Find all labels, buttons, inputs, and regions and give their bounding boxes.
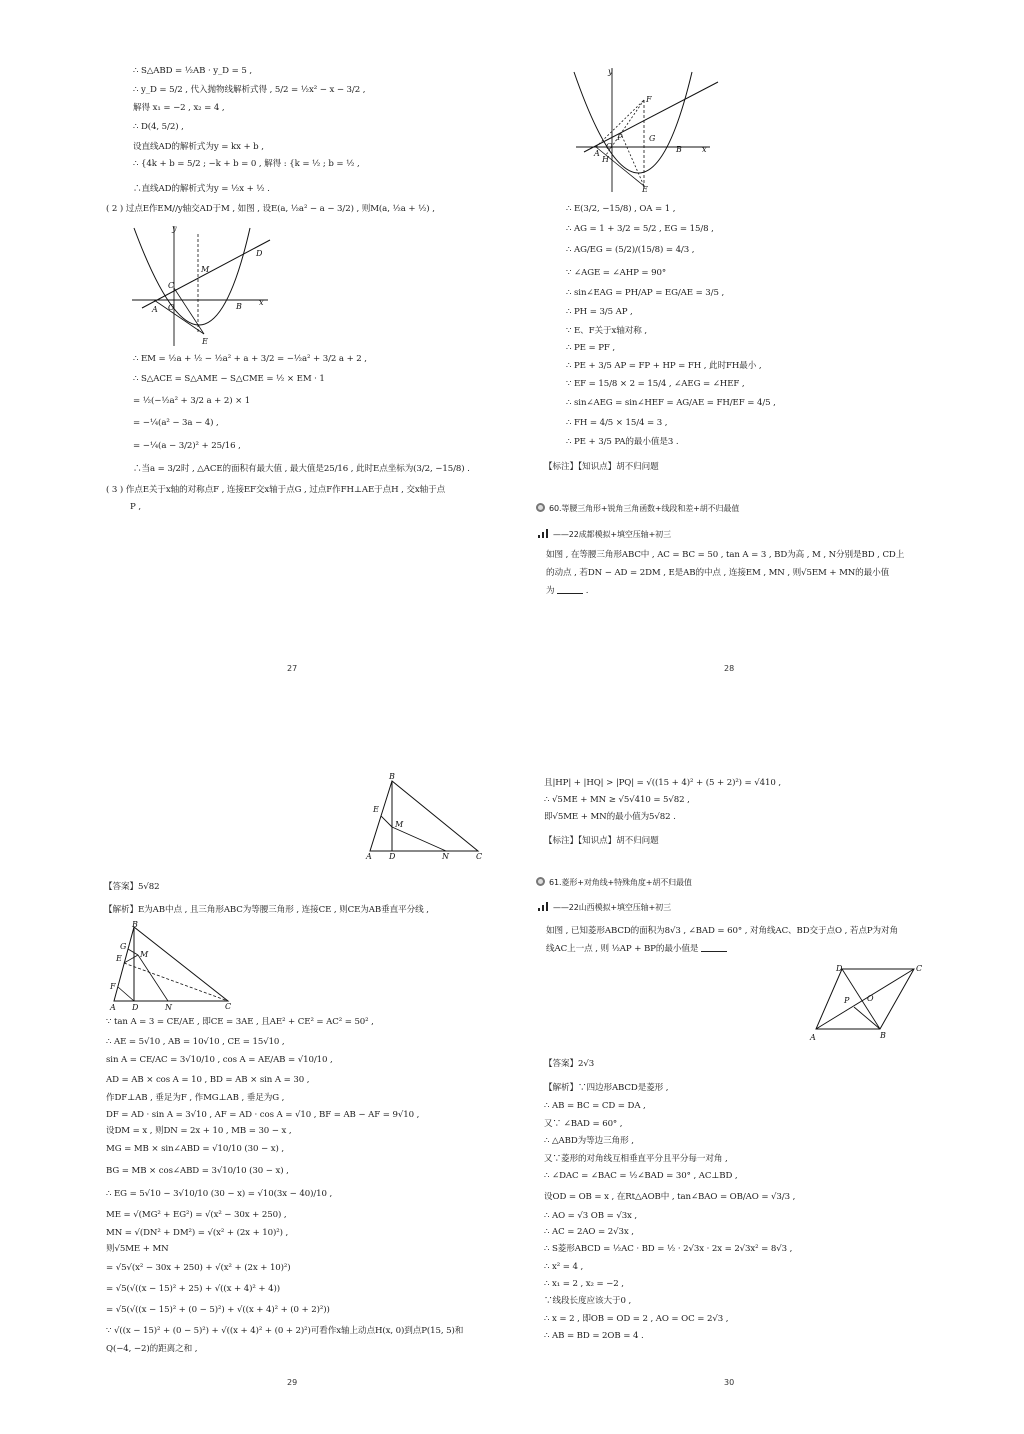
- text-line: = −¼(a² − 3a − 4) ,: [133, 418, 219, 428]
- text-line: 的动点 , 若DN − AD = 2DM , E是AB的中点 , 连接EM , MN , 则√5EM + MN的最小值: [546, 568, 890, 578]
- page-28: [512, 0, 1024, 717]
- text-line: ∴当a = 3/2时 , △ACE的面积有最大值 , 最大值是25/16 , 此时E点坐标为(3/2, −15/8) .: [133, 464, 470, 474]
- text-line: ∵线段长度应该大于0 ,: [544, 1296, 632, 1306]
- text-line: MN = √(DN² + DM²) = √(x² + (2x + 10)²) ,: [106, 1228, 289, 1238]
- text-line: ∴直线AD的解析式为y = ½x + ½ .: [133, 184, 270, 194]
- fig-label: B: [132, 921, 138, 929]
- fig-label: A: [810, 1033, 816, 1042]
- source-text: ——22成都模拟+填空压轴+初三: [553, 530, 671, 539]
- text-line: MG = MB × sin∠ABD = √10/10 (30 − x) ,: [106, 1144, 284, 1154]
- answer-blank: [701, 943, 727, 952]
- fig-label: A: [110, 1003, 116, 1011]
- text-line: ∴ △ABD为等边三角形 ,: [544, 1136, 634, 1146]
- page-number: 27: [287, 664, 298, 673]
- text-line: ∴ PE + 3/5 AP = FP + HP = FH , 此时FH最小 ,: [566, 361, 762, 371]
- text-line: ∵ tan A = 3 = CE/AE , 即CE = 3AE , 且AE² + CE² = AC² = 50² ,: [106, 1017, 374, 1027]
- fig-label: D: [256, 249, 263, 258]
- text-line: Q(−4, −2)的距离之和 ,: [106, 1344, 198, 1354]
- fig-label: G: [649, 134, 656, 143]
- page-30: [512, 717, 1024, 1434]
- difficulty-bars-icon: [538, 529, 550, 538]
- text-line: ∴ sin∠AEG = sin∠HEF = AG/AE = FH/EF = 4/5 ,: [566, 398, 776, 408]
- text-line: ∴ AE = 5√10 , AB = 10√10 , CE = 15√10 ,: [106, 1037, 285, 1047]
- tag-line: 【标注】【知识点】胡不归问题: [544, 462, 659, 472]
- source-text: ——22山西模拟+填空压轴+初三: [553, 903, 671, 912]
- fig-label: A: [594, 149, 600, 158]
- text-span: 为: [546, 586, 555, 596]
- text-line: 即√5ME + MN的最小值为5√82 .: [544, 812, 676, 822]
- text-line: 又∵菱形的对角线互相垂直平分且平分每一对角 ,: [544, 1154, 728, 1164]
- fig-label: E: [202, 337, 208, 346]
- fig-label: H: [602, 155, 609, 164]
- text-line: ∴ AG = 1 + 3/2 = 5/2 , EG = 15/8 ,: [566, 224, 714, 234]
- text-line: sin A = CE/AC = 3√10/10 , cos A = AE/AB = √10/10 ,: [106, 1055, 333, 1065]
- fig-label: C: [916, 964, 923, 973]
- fig-label: D: [836, 964, 843, 973]
- fig-label: G: [120, 942, 127, 951]
- fig-label: D: [389, 852, 396, 859]
- text-line: 如图 , 已知菱形ABCD的面积为8√3 , ∠BAD = 60° , 对角线AC、BD交于点O , 若点P为对角: [546, 926, 899, 936]
- text-line: ∴ x₁ = 2 , x₂ = −2 ,: [544, 1279, 624, 1289]
- rhombus-figure: [808, 961, 928, 1043]
- text-line: 【解析】∵四边形ABCD是菱形 ,: [544, 1083, 669, 1093]
- question-header: [536, 877, 692, 888]
- bullet-icon: [536, 503, 545, 512]
- text-line: 作DF⊥AB , 垂足为F , 作MG⊥AB , 垂足为G ,: [106, 1093, 285, 1103]
- fig-label: B: [880, 1031, 886, 1040]
- text-line: DF = AD · sin A = 3√10 , AF = AD · cos A = √10 , BF = AB − AF = 9√10 ,: [106, 1110, 420, 1120]
- text-line: ∴ AG/EG = (5/2)/(15/8) = 4/3 ,: [566, 245, 695, 255]
- text-line: = √5(√((x − 15)² + (0 − 5)²) + √((x + 4)² + (0 + 2)²)): [106, 1305, 330, 1315]
- question-header: [536, 503, 739, 514]
- text-line: AD = AB × cos A = 10 , BD = AB × sin A = 30 ,: [106, 1075, 310, 1085]
- triangle-figure-question: [360, 773, 486, 859]
- fig-label: E: [116, 954, 122, 963]
- text-line: ∴ AC = 2AO = 2√3x ,: [544, 1227, 634, 1237]
- text-line: ∴ {4k + b = 5/2 ; −k + b = 0 , 解得 : {k = ½ ; b = ½ ,: [133, 159, 360, 169]
- fig-label: A: [152, 305, 158, 314]
- page-29: [0, 717, 512, 1434]
- fig-label: A: [366, 852, 372, 859]
- fig-label: x: [702, 145, 707, 154]
- fig-label: P: [617, 133, 623, 142]
- text-line: ∴ PE + 3/5 PA的最小值是3 .: [566, 437, 679, 447]
- text-line: ∴ y_D = 5/2 , 代入抛物线解析式得 , 5/2 = ½x² − x − 3/2 ,: [133, 85, 366, 95]
- fig-label: C: [225, 1002, 232, 1011]
- question-source: [538, 529, 671, 540]
- text-line: ∴ S△ACE = S△AME − S△CME = ½ × EM · 1: [133, 374, 325, 384]
- text-line: ∴ S△ABD = ½AB · y_D = 5 ,: [133, 66, 252, 76]
- text-line: 设直线AD的解析式为y = kx + b ,: [133, 142, 264, 152]
- text-line: ∴ S菱形ABCD = ½AC · BD = ½ · 2√3x · 2x = 2√3x² = 8√3 ,: [544, 1244, 793, 1254]
- text-line: ∴ E(3/2, −15/8) , OA = 1 ,: [566, 204, 676, 214]
- text-line: 【解析】E为AB中点 , 且三角形ABC为等腰三角形 , 连接CE , 则CE为AB垂直平分线 ,: [104, 905, 429, 915]
- text-line: 如图 , 在等腰三角形ABC中 , AC = BC = 50 , tan A = 3 , BD为高 , M , N分别是BD , CD上: [546, 550, 905, 560]
- text-line: ME = √(MG² + EG²) = √(x² − 30x + 250) ,: [106, 1210, 287, 1220]
- text-line: ∴ ∠DAC = ∠BAC = ½∠BAD = 30° , AC⊥BD ,: [544, 1171, 738, 1181]
- fig-label: M: [201, 265, 210, 274]
- text-line: BG = MB × cos∠ABD = 3√10/10 (30 − x) ,: [106, 1166, 289, 1176]
- question-source: [538, 902, 671, 913]
- text-line: ∴ PE = PF ,: [566, 343, 616, 353]
- text-line: ∴ EM = ½a + ½ − ½a² + a + 3/2 = −½a² + 3/2 a + 2 ,: [133, 354, 367, 364]
- text-line: [546, 943, 727, 955]
- answer-line: 【答案】5√82: [104, 882, 160, 892]
- text-line: = ½(−½a² + 3/2 a + 2) × 1: [133, 396, 251, 406]
- fig-label: B: [676, 145, 682, 154]
- fig-label: B: [389, 773, 395, 781]
- text-line: ∴ √5ME + MN ≥ √5√410 = 5√82 ,: [544, 795, 690, 805]
- text-line: ∵ √((x − 15)² + (0 − 5)²) + √((x + 4)² + (0 + 2)²)可看作x轴上动点H(x, 0)到点P(15, 5)和: [106, 1326, 464, 1336]
- text-line: 解得 x₁ = −2 , x₂ = 4 ,: [133, 103, 225, 113]
- fig-label: O: [168, 303, 175, 312]
- fig-label: E: [373, 805, 379, 814]
- text-line: ∴ D(4, 5/2) ,: [133, 122, 184, 132]
- fig-label: N: [442, 852, 449, 859]
- text-line: ∴ x = 2 , 即OB = OD = 2 , AO = OC = 2√3 ,: [544, 1314, 729, 1324]
- question-title: 61.菱形+对角线+特殊角度+胡不归最值: [549, 878, 692, 887]
- fig-label: C: [168, 281, 175, 290]
- text-line: P ,: [130, 502, 141, 512]
- page-27: [0, 0, 512, 717]
- text-line: ∴ EG = 5√10 − 3√10/10 (30 − x) = √10(3x − 40)/10 ,: [106, 1189, 333, 1199]
- text-span: 线AC上一点 , 则 ½AP + BP的最小值是: [546, 944, 699, 954]
- fig-label: B: [236, 302, 242, 311]
- text-line: ∴ x² = 4 ,: [544, 1262, 584, 1272]
- text-line: ( 3 ) 作点E关于x轴的对称点F , 连接EF交x轴于点G , 过点F作FH⊥AE于点H , 交x轴于点: [106, 485, 446, 495]
- fig-label: y: [608, 67, 613, 76]
- parabola-symmetry-figure: [572, 64, 722, 196]
- text-line: = √5(√((x − 15)² + 25) + √((x + 4)² + 4)): [106, 1284, 280, 1294]
- text-line: ∴ sin∠EAG = PH/AP = EG/AE = 3/5 ,: [566, 288, 725, 298]
- text-line: ∵ EF = 15/8 × 2 = 15/4 , ∠AEG = ∠HEF ,: [566, 379, 745, 389]
- page-number: 30: [724, 1378, 735, 1387]
- bullet-icon: [536, 877, 545, 886]
- text-line: 又∵ ∠BAD = 60° ,: [544, 1119, 623, 1129]
- fig-label: P: [844, 996, 850, 1005]
- text-line: = √5√(x² − 30x + 250) + √(x² + (2x + 10)²): [106, 1263, 291, 1273]
- fig-label: N: [165, 1003, 172, 1011]
- page-number: 29: [287, 1378, 298, 1387]
- page-number: 28: [724, 664, 735, 673]
- triangle-figure-solution: [106, 921, 236, 1011]
- fig-label: F: [646, 95, 652, 104]
- text-line: ∴ AB = BC = CD = DA ,: [544, 1101, 646, 1111]
- text-line: 设DM = x , 则DN = 2x + 10 , MB = 30 − x ,: [106, 1126, 292, 1136]
- question-title: 60.等腰三角形+锐角三角函数+线段和差+胡不归最值: [549, 504, 740, 513]
- fig-label: O: [606, 142, 613, 151]
- text-line: 则√5ME + MN: [106, 1244, 169, 1254]
- fig-label: D: [132, 1003, 139, 1011]
- fig-label: O: [867, 994, 874, 1003]
- fig-label: E: [642, 185, 648, 194]
- fig-label: M: [140, 950, 149, 959]
- text-line: ( 2 ) 过点E作EM//y轴交AD于M , 如图 , 设E(a, ½a² − a − 3/2) , 则M(a, ½a + ½) ,: [106, 204, 435, 214]
- text-line: ∴ AB = BD = 2OB = 4 .: [544, 1331, 644, 1341]
- text-line: 设OD = OB = x , 在Rt△AOB中 , tan∠BAO = OB/AO = √3/3 ,: [544, 1192, 796, 1202]
- fig-label: x: [259, 298, 264, 307]
- text-line: ∴ PH = 3/5 AP ,: [566, 307, 633, 317]
- fig-label: C: [476, 852, 483, 859]
- parabola-figure: [128, 222, 276, 348]
- tag-line: 【标注】【知识点】胡不归问题: [544, 836, 659, 846]
- text-line: ∴ AO = √3 OB = √3x ,: [544, 1211, 638, 1221]
- text-line: ∴ FH = 4/5 × 15/4 = 3 ,: [566, 418, 668, 428]
- text-line: ∵ E、F关于x轴对称 ,: [566, 326, 648, 336]
- text-line: 为 .: [546, 586, 589, 596]
- fig-label: F: [110, 982, 116, 991]
- fig-label: y: [172, 224, 177, 233]
- text-line: = −¼(a − 3/2)² + 25/16 ,: [133, 441, 241, 451]
- difficulty-bars-icon: [538, 902, 550, 911]
- answer-line: 【答案】2√3: [544, 1059, 595, 1069]
- text-line: ∵ ∠AGE = ∠AHP = 90°: [566, 268, 667, 278]
- text-line: 且|HP| + |HQ| > |PQ| = √((15 + 4)² + (5 + 2)²) = √410 ,: [544, 778, 782, 788]
- fig-label: M: [395, 820, 404, 829]
- answer-blank: [557, 585, 583, 594]
